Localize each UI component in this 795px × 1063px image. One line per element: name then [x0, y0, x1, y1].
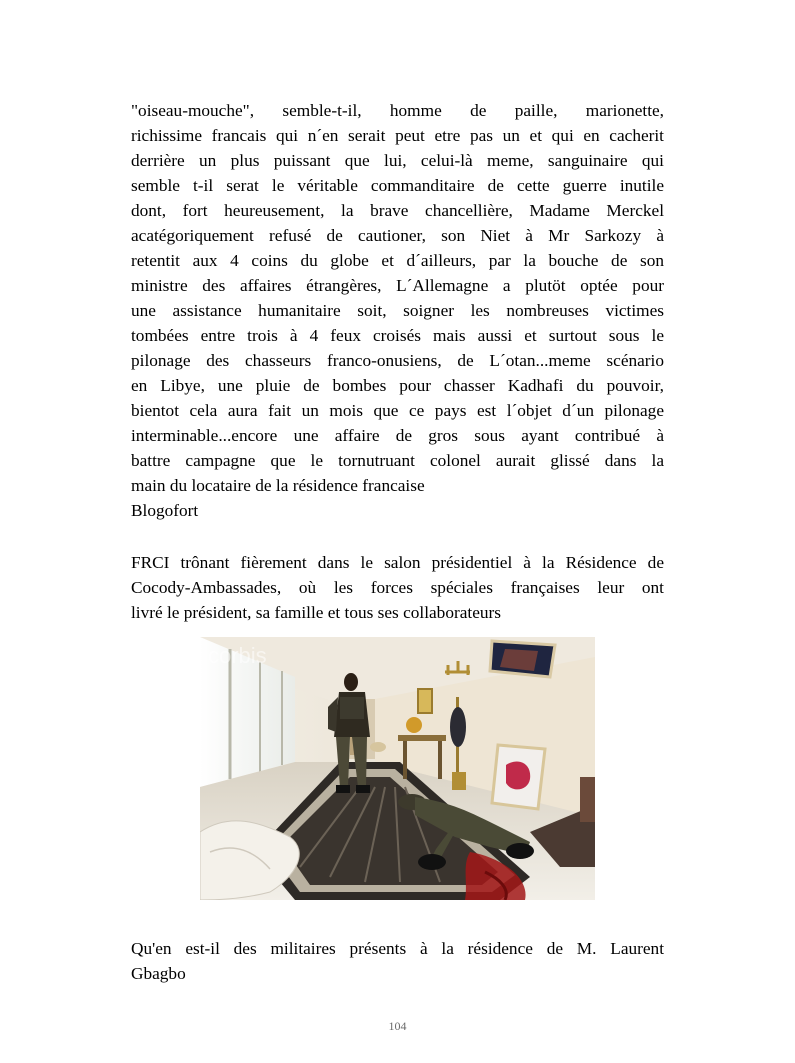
text-line: derrière un plus puissant que lui, celui-là meme, sanguinaire qui	[131, 151, 664, 170]
text-line: main du locataire de la résidence francaise	[131, 476, 425, 495]
photo-watermark: corbis	[208, 643, 267, 668]
text-line: dont, fort heureusement, la brave chancellière, Madame Merckel	[131, 201, 664, 220]
text-line: en Libye, une pluie de bombes pour chasser Kadhafi du pouvoir,	[131, 376, 664, 395]
text-line: pilonage des chasseurs franco-onusiens, de L´otan...meme scénario	[131, 351, 664, 370]
text-line: interminable...encore une affaire de gros sous ayant contribué à	[131, 426, 664, 445]
text-line: tombées entre trois à 4 feux croisés mais aussi et surtout sous le	[131, 326, 664, 345]
text-line: richissime francais qui n´en serait peut etre pas un et qui en cacherit	[131, 126, 664, 145]
page-number: 104	[388, 1019, 407, 1033]
text-line: battre campagne que le tornutruant colonel aurait glissé dans la	[131, 451, 664, 470]
text-line: une assistance humanitaire soit, soigner les nombreuses victimes	[131, 301, 664, 320]
text-line: retentit aux 4 coins du globe et d´ailleurs, par la bouche de son	[131, 251, 664, 270]
residence-salon-photo	[200, 637, 595, 900]
text-line: bientot cela aura fait un mois que ce pays est l´objet d´un pilonage	[131, 401, 664, 420]
text-line: Gbagbo	[131, 964, 186, 983]
paragraph-oiseau-mouche	[131, 98, 664, 523]
text-line: acatégoriquement refusé de cautioner, son Niet à Mr Sarkozy à	[131, 226, 664, 245]
text-line: "oiseau-mouche", semble-t-il, homme de paille, marionette,	[131, 101, 664, 120]
text-line: ministre des affaires étrangères, L´Allemagne a plutöt optée pour	[131, 276, 664, 295]
text-line: semble t-il serat le véritable commanditaire de cette guerre inutile	[131, 176, 664, 195]
author-signature: Blogofort	[131, 501, 199, 520]
text-line: Cocody-Ambassades, où les forces spéciales françaises leur ont	[131, 578, 664, 597]
text-line: livré le président, sa famille et tous ses collaborateurs	[131, 603, 501, 622]
text-line: Qu'en est-il des militaires présents à la résidence de M. Laurent	[131, 939, 664, 958]
text-line: FRCI trônant fièrement dans le salon présidentiel à la Résidence de	[131, 553, 664, 572]
paragraph-question	[131, 936, 664, 986]
paragraph-photo-caption	[131, 550, 664, 625]
